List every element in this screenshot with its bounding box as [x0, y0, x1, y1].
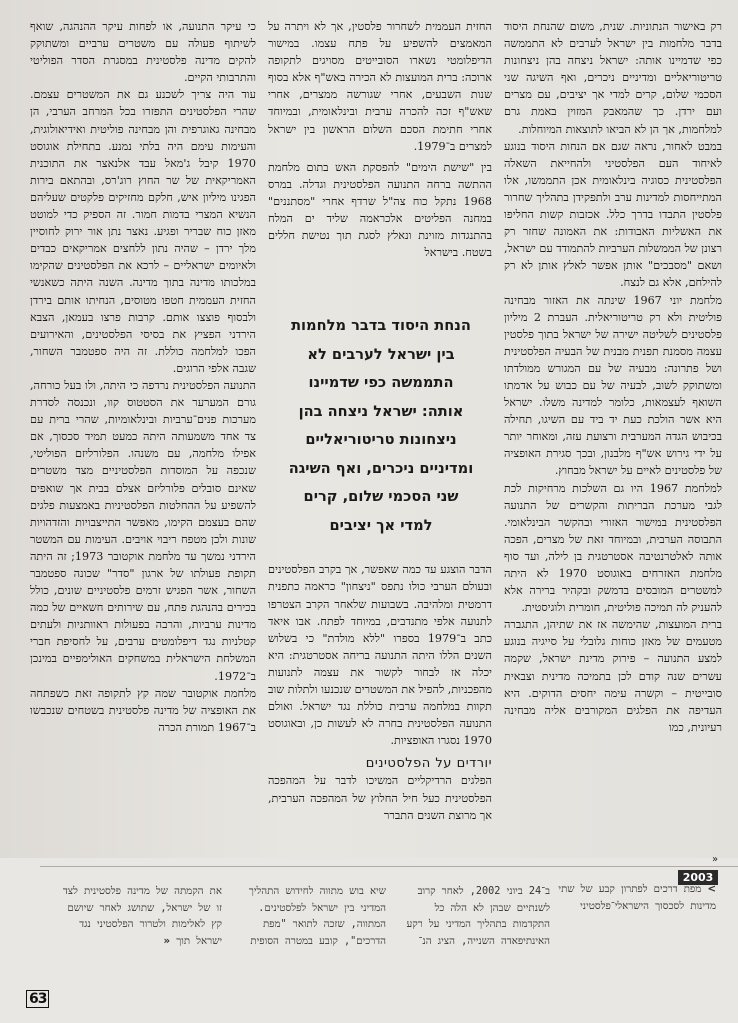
chevron-double-left-icon: «: [163, 935, 171, 947]
timeline-divider: [40, 866, 738, 867]
paragraph: מלחמת יוני 1967 שינתה את האזור מבחינה פוליטית ולא רק טריטוריאלית. העברת 2 מיליון פלסטינים לשליטה ישירה של ישראל בתוך פלסטין עצמה מסמנת תפנית מבנית של הבעיה הפלסטינית ושל פתרונה: מבעיה של עם המגורש ממולדתו ומשתוקק לשוב, לבעיה של עם כבוש על אדמתו השואף לעצמאות, כלומר למדינה משלו. ישראל היא אשר הולכת כעת יד ביד עם השיגו, תחילה בכיבוש הגדה המערבית ורצועת עזה, ומאוחר יותר על ידי גירוש אש"ף מלבנון, ובכך סגירת האופציה של פלסטינים לאיים על ישראל מבחוץ.: [504, 293, 722, 478]
article-column-left: [30, 18, 256, 858]
chevron-right-icon: »: [712, 854, 719, 865]
paragraph: התנועה הפלסטינית נרדפה כי היתה, ולו בעל כורחה, גורם המערער את הסטטוס קוו, ונכנסה לסדרת מערכות פנים־ערביות ובינלאומיות, שהרי ברית עם צד אחד משמעותה היתה כמעט תמיד סכסוך, אם אפילו מלחמה, עם משנהו. הפלורליזם הפוליטי, שנכפה על המוסדות הפלסטיניים מצד משטרים שאינם סובלים פלורליזם אצלם בבית אך שואפים להשפיע על ההחלטות הפלסטיניות באמצעות פלגים שהם בעצמם הקימו, מאפשר התייצבויות והזדהויות שונות ולכן מטפח ריבוי אויבים. העימות עם המשטר הירדני נמשך עד מלחמת אוקטובר 1973; זה היתה תקופת פעולתו של ארגון "סדר" שכונה ספטמבר השחור, אשר הפגיש זרמים פלסטיניים שונים, כולל בכירים בהנהגת פתח, עם שירותים חשאיים של כמה מדינות ערביות, והרבה בפעולות ראוותניות ולעתים קטלניות נגד דיפלומטים ערבים, על לחסיפת חברי המשלחת הישראלית במשחקים האולימפיים במינכן ב־1972.: [30, 378, 256, 683]
paragraph: עוד היה צריך לשכנע גם את המשטרים עצמם. שהרי הפלסטינים התפזרו בכל המרחב הערבי, הן מבחינה גאוגרפית והן מבחינה פוליטית ואידיאולוגית, והעימות עימם היה בלתי נמנע. בתחילת אוגוסט 1970 קיבל ג'מאל עבד אלנאצר את התוכנית האמריקאית של שר החוץ רוג'רס, ובהתאם בירות הפגינו מיליון איש, חלקם מחזיקים פלקטים שעליהם הנשיא המצרי בדמות חמור. זה הספיק כדי למוטט מאזן כוח שבריר ופגיע. נאצר נתן אור ירוק לחוסיין מלך ירדן – שהיה נתון ללחצים אמריקאים כבדים ולאיומים ישראליים – לרכא את הפלסטינים שהקימו במלכותו מדינה בתוך מדינה. השנה היתה כשאנשי החזית העממית חטפו מטוסים, הנחיתו אותם בירדן ולבסוף פוצצו אותם. קרבות פרצו בעמאן, הצבא הירדני הפציץ את בסיסי הפלסטינים, והאירועים הפכו למלחמה כוללת. זה היה ספטמבר השחור, שגבה אלפי הרוגים.: [30, 88, 256, 375]
paragraph: מלחמת אוקטובר שמה קץ לתקופה זאת כשפתחה את האופציה של מדינה פלסטינית בשטחים שנכבשו ב־1967 תמורת הכרה: [30, 686, 256, 734]
timeline-entry-text: את הקמתה של מדינה פלסטינית לצד זו של ישראל, שתושג לאחר שיושם קץ לאלימות ולטרור הפלסטיני נגד ישראל תוך: [62, 886, 222, 947]
paragraph: הדבר הוצגע עד כמה שאפשר, אך בקרב הפלסטינים ובעולם הערבי כולו נתפס "ניצחון" כראמה כתפנית דרמטית ומלהיבה. בשבועות שלאחר הקרב הצטרפו לתנועה אלפי מתנדבים, במיוחד לפתח. אבו איאד כתב ב־1979 בספרו "ללא מולדת" כי בשלוש השנים הללו היתה התנועה בריחה אסטרטגית: היא יכלה אז לבחור לקשור את עצמה לתנועות מהפכניות, להפיל את המשטרים שנכנעו ולתלות שוב תקוות במלחמה ערבית כוללת נגד ישראל. ואולם התנועה הפלסטינית בחרה לא לעשות כן, ובאוגוסט 1970 נסגרו האופציות.: [268, 563, 492, 748]
paragraph: במבט לאחור, נראה שגם אם הנחות היסוד בנוגע לאיחוד העם הפלסטיני ולהחייאת השאלה הפלסטינית כסוגיה בינלאומית אכן התממשו, אלו המתייחסות למדינות ערב ולתפקידן בתהליך שחרור פלסטין התבדו בדרך כלל. אכזבות קשות החליפו את האשליות האבודות: את האמונה שחזר רק רצונן של הממשלות הערביות להתמודד עם ישראל, ושאם "מסבכים" אותן אפשר לאלץ אותן לא רק להילחם, אלא גם לנצח.: [504, 139, 722, 290]
timeline-year: 2003: [678, 870, 718, 885]
timeline-entry: ב־24 ביוני 2002, לאחר קרוב לשנתיים שבהן לא הלה כל התקדמות בתהליך המדיני על רקע האינתיפאדה השנייה, הציג הנ־: [406, 886, 550, 947]
paragraph: רק באישור הנתוניות. שנית, משום שהנחת היסוד בדבר מלחמות בין ישראל לערבים לא התממשה כפי שדמיינו אותה: ישראל ניצחה בהן ניצחונות טריטוריאליים ומדיניים ניכרים, ואף השיגה שני הסכמי שלום, קרים למדי אך יציבים, עם מצרים ועם ירדן. כך שהמאבק המזוין באמת גרם למלחמות, אך הן לא הביאו לתוצאות המיוחלות.: [504, 20, 722, 136]
paragraph: בין "שישת הימים" להפסקת האש בתום מלחמת ההתשה ברחה התנועה הפלסטינית וגדלה. במרס 1968 נתקל כוח צה"ל שרדף אחרי "מסתננים" במחנה הפליטים אלכראמה שליד ים המלח בהתנגדות מזוינת ונאלץ לסגת תוך נטישת חללים בשטח. בישראל: [268, 160, 492, 260]
chevron-left-icon: >: [707, 884, 716, 895]
article-column-right: [504, 18, 722, 858]
paragraph: כי עיקר התנועה, או לפחות עיקר ההנהגה, שואף לשיתוף פעולה עם משטרים ערביים ומשתוקק להקים מדינה פלסטינית במסגרת הסדר הפוליטי והתרבותי הקיים.: [30, 20, 256, 85]
paragraph: ברית המועצות, שהימשה אז את שתיהן, התגברה מטעמים של מאזן כוחות גלובלי על סייגיה בנוגע למצע התנועה – פירוק מדינת ישראל, שקמה עשרים שנה קודם לכן בתמיכה מדינית וצבאית סובייטית – וקשרה עימה יחסים הדוקים. היא העדיפה את הפלגים המקורבים אליה מבחינה רעיונית, כמו: [504, 618, 722, 734]
paragraph: הפלגים הרדיקליים המשיכו לדבר על המהפכה הפלסטינית כעל חיל החלוץ של המהפכה הערבית, אך מרוצת השנים התברר: [268, 774, 492, 822]
paragraph: למלחמת 1967 היו גם השלכות מרחיקות לכת לגבי מערכת הבריתות והקשרים של התנועה הפלסטינית במישור האזורי ובהקשר הבינלאומי. התבוסה הערבית, ובמיוחד זאת של מצרים, הפכה אותה לאלטרנטיבה אסטרטגית בן לילה, ועד סוף מלחמת האזרחים באוגוסט 1970 לא היתה למשטרים המובסים בדמשק ובקהיר ברירה אלא להעניק לה תמיכה פוליטית, חומרית ולוגיסטית.: [504, 481, 722, 615]
timeline-entry-text: מפת דרכים לפתרון קבע של שתי מדינות לסכסוך הישראלי־פלסטיני: [558, 884, 716, 912]
section-subheading: יורדים על הפלסטינים: [365, 756, 492, 772]
pull-quote: הנחת היסוד בדבר מלחמות בין ישראל לערבים לא התממשה כפי שדמיינו אותה: ישראל ניצחה בהן ניצחונות טריטוריאליים ומדיניים ניכרים, ואף השיגה שני הסכמי שלום, קרים למדי אך יציבים: [288, 317, 474, 534]
page-number: 63: [26, 990, 49, 1008]
timeline-entry: שיא בוש מתווה לחידוש התהליך המדיני בין ישראל לפלסטינים. המתווה, שזכה לתואר "מפת הדרכים", קובע במטרה הסופית: [248, 886, 386, 947]
paragraph: החזית העממית לשחרור פלסטין, אך לא ויתרה על המאמצים להשפיע על פתח עצמו. במישור הדיפלומטי נשארו הסובייטים מסויגים לתקופה ארוכה: ברית המועצות לא הכירה באש"ף אלא בסוף שנות השבעים, אחרי שגורשה ממצרים, אחרי שאש"ף זכה להכרה ערבית ובינלאומית, ובמיוחד אחרי חתימת הסכם השלום הראשון בין ישראל למצרים ב־1979.: [268, 20, 492, 153]
timeline-entry: [556, 882, 716, 915]
timeline-entry: [62, 884, 222, 950]
